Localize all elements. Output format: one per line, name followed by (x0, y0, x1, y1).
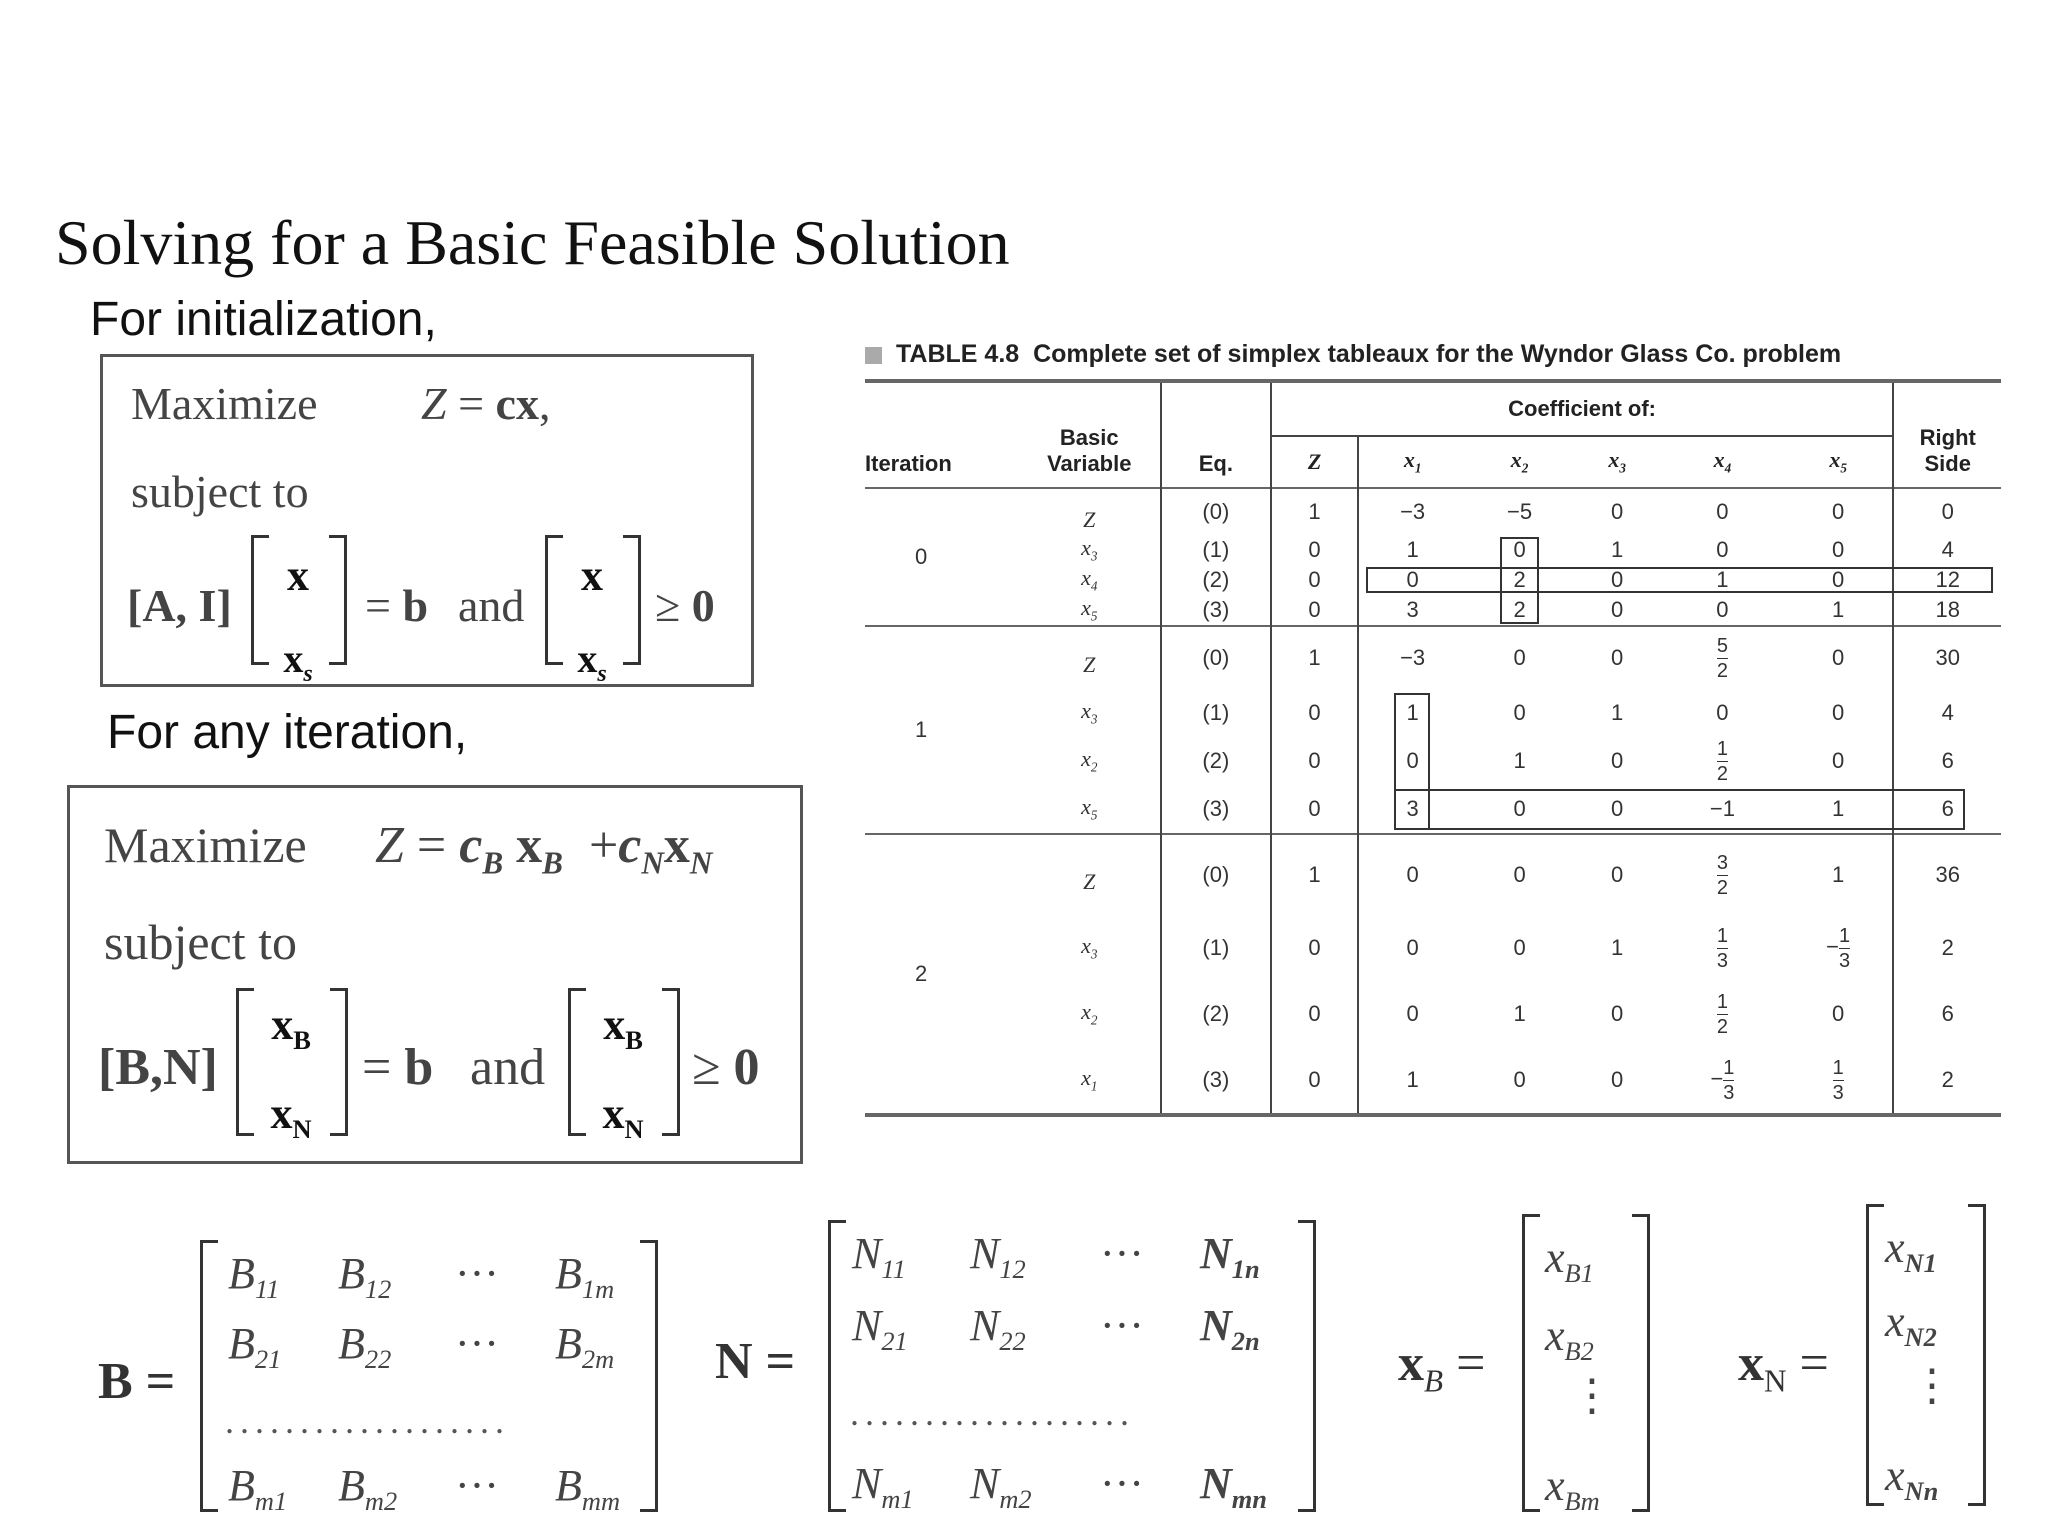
fraction (1716, 990, 1728, 1038)
simplex-table (865, 379, 2001, 1119)
coef-cell: 0 (1466, 626, 1573, 689)
coef-cell: 1 (1832, 597, 1845, 622)
iter-equals-b: = b (362, 1039, 434, 1096)
denominator: 3 (1716, 949, 1728, 972)
matrix-b-cell: $B_{m2}$ (338, 1461, 398, 1516)
header-col-x5 (1784, 436, 1894, 488)
ellipsis: ··· (1100, 1229, 1144, 1278)
matrix-n-cell: $N_{12}$ (970, 1229, 1026, 1284)
header-coefficient-of: Coefficient of: (1271, 381, 1894, 436)
vector-xb-cell: $x_{B1}$ (1545, 1233, 1594, 1288)
coef-cell (1661, 1047, 1784, 1115)
init-subject-to: subject to (131, 466, 309, 517)
basic-variable-cell (1019, 626, 1162, 689)
header-col-x3 (1573, 436, 1661, 488)
coef-cell: 1 (1358, 1047, 1465, 1115)
numerator: 1 (1832, 1056, 1844, 1079)
coef-cell (1784, 915, 1894, 981)
coef-cell: 0 (1611, 1067, 1624, 1092)
matrix-b-label: B = (98, 1353, 176, 1410)
vec-xb-xn: $x_B$ $x_N$ (602, 1000, 644, 1144)
matrix-b-cell: $B_{mm}$ (555, 1461, 621, 1516)
coef-cell: 3 (1358, 595, 1465, 626)
coef-cell: 0 (1832, 567, 1845, 592)
vector-xn-cell: $x_{Nn}$ (1885, 1451, 1939, 1506)
coef-cell: 0 (1611, 748, 1624, 773)
coef-cell: 0 (1611, 597, 1624, 622)
coef-cell (1661, 737, 1784, 785)
coef-cell: 0 (1358, 915, 1465, 981)
basic-variable-cell (1019, 595, 1162, 626)
vector-xb-cell: $x_{Bm}$ (1545, 1461, 1600, 1516)
rhs-cell: 0 (1893, 488, 2001, 535)
matrix-n-cell: $N_{m1}$ (852, 1459, 914, 1514)
coef-cell: −3 (1358, 626, 1465, 689)
vertical-ellipsis: ⋮ (1570, 1371, 1614, 1420)
coef-cell: 0 (1358, 981, 1465, 1047)
fraction-body (1723, 1058, 1734, 1103)
fraction-body (1717, 853, 1728, 898)
iter-lhs-matrix: [B,N] (98, 1039, 218, 1096)
variable-name: $x_1$ (1081, 1065, 1098, 1094)
coef-cell: 0 (1271, 535, 1359, 565)
table-row (865, 737, 2001, 785)
right-bracket (640, 1240, 658, 1512)
coef-cell: −3 (1358, 488, 1465, 535)
right-bracket (623, 535, 641, 665)
init-label: For initialization, (90, 293, 437, 346)
fraction (1832, 1056, 1844, 1104)
coef-cell (1661, 915, 1784, 981)
basic-variable-cell (1019, 1047, 1162, 1115)
variable-name: $x_5$ (1829, 447, 1847, 476)
coef-cell: 0 (1271, 1047, 1359, 1115)
variable-name: Z (1083, 507, 1096, 532)
rhs-cell: 6 (1893, 737, 2001, 785)
vector-xb-label: $x_B$ = (1398, 1335, 1486, 1399)
fraction-body (1839, 926, 1850, 971)
coef-cell: 1 (1271, 626, 1359, 689)
iteration-number: 0 (865, 488, 1019, 626)
coef-cell: 1 (1832, 796, 1845, 821)
variable-name: $x_3$ (1081, 698, 1098, 727)
init-maximize: Maximize (131, 378, 318, 429)
variable-name: $x_2$ (1510, 447, 1529, 476)
coef-cell (1661, 626, 1784, 689)
coef-cell: 0 (1271, 915, 1359, 981)
variable-name: $x_2$ (1081, 999, 1098, 1028)
variable-name: Z (1307, 449, 1322, 474)
right-bracket (329, 535, 347, 665)
matrix-b-dots: ................... (225, 1401, 510, 1441)
numerator: 1 (1716, 737, 1728, 760)
coef-cell: 3 (1358, 785, 1465, 834)
coef-cell: 1 (1271, 834, 1359, 915)
header-col-x2 (1466, 436, 1573, 488)
matrix-n-label: N = (715, 1333, 796, 1390)
fraction (1716, 634, 1728, 682)
basic-variable-cell (1019, 565, 1162, 595)
vec-x: x $x_s$ (283, 551, 313, 687)
coef-cell: 0 (1358, 737, 1465, 785)
matrix-b-cell: $B_{21}$ (228, 1319, 282, 1374)
fraction-sign: − (1826, 933, 1840, 959)
matrix-n-cell: $N_{22}$ (970, 1301, 1026, 1356)
fraction (1710, 1056, 1735, 1104)
vec-x: x $x_s$ (577, 551, 607, 687)
rhs-cell: 30 (1893, 626, 2001, 689)
numerator: 3 (1716, 851, 1728, 874)
coef-cell: 1 (1358, 689, 1465, 737)
coef-cell: 1 (1611, 700, 1624, 725)
init-formulation-box (100, 354, 754, 687)
coef-cell: 0 (1513, 796, 1526, 821)
coef-cell (1661, 981, 1784, 1047)
pivot-row-box (1394, 789, 1965, 830)
coef-cell: 0 (1358, 565, 1465, 595)
coef-cell: 1 (1611, 537, 1624, 562)
matrix-b-cell: $B_{12}$ (338, 1249, 392, 1304)
coef-cell: 0 (1784, 488, 1894, 535)
fraction (1826, 924, 1851, 972)
matrix-n-cell: $N_{1n}$ (1200, 1229, 1260, 1284)
rhs-cell: 6 (1893, 981, 2001, 1047)
matrix-b-cell: $B_{11}$ (228, 1249, 280, 1304)
denominator: 2 (1716, 659, 1728, 682)
table-holder (865, 379, 2005, 1119)
coef-cell: 0 (1271, 565, 1359, 595)
ellipsis: ··· (455, 1319, 499, 1368)
iter-formulation-box (67, 785, 803, 1164)
eq-cell: (0) (1161, 626, 1271, 689)
matrix-n-cell: $N_{21}$ (852, 1301, 908, 1356)
vector-xn-cell: $x_{N2}$ (1885, 1297, 1937, 1352)
coef-cell: 0 (1716, 597, 1729, 622)
ellipsis: ··· (1100, 1301, 1144, 1350)
iteration-number: 1 (865, 626, 1019, 834)
iter-objective: $Z = c_B$ $x_B +c_Nx_N$ (375, 817, 713, 881)
fraction (1716, 851, 1728, 899)
init-and: and (458, 580, 525, 631)
denominator: 3 (1723, 1081, 1735, 1104)
coef-cell: −5 (1466, 488, 1573, 535)
vector-xn-label: $x_N$ = (1738, 1335, 1829, 1399)
eq-cell: (1) (1161, 915, 1271, 981)
iter-subject-to: subject to (104, 914, 298, 970)
coef-cell: 0 (1716, 537, 1729, 562)
init-geq-zero: ≥ 0 (655, 580, 715, 631)
matrix-b-cell: $B_{1m}$ (555, 1249, 615, 1304)
rhs-cell: 18 (1893, 595, 2001, 626)
header-col-x4 (1661, 436, 1784, 488)
coef-cell: 0 (1466, 834, 1573, 915)
variable-name: $x_3$ (1608, 447, 1626, 476)
coef-cell: 0 (1513, 1067, 1526, 1092)
basic-variable-cell (1019, 737, 1162, 785)
numerator: 1 (1839, 924, 1851, 947)
table-row (865, 595, 2001, 626)
variable-name: $x_2$ (1081, 746, 1098, 775)
vec-xb-xn: $x_B$ $x_N$ (270, 1000, 312, 1144)
fraction-body (1717, 636, 1728, 681)
right-bracket (662, 988, 680, 1136)
coef-cell: 0 (1358, 834, 1465, 915)
eq-cell: (1) (1161, 689, 1271, 737)
eq-cell: (2) (1161, 737, 1271, 785)
coef-cell: 1 (1271, 488, 1359, 535)
fraction-sign: − (1710, 1065, 1724, 1091)
basic-variable-cell (1019, 834, 1162, 915)
right-bracket (1968, 1204, 1986, 1506)
variable-name: Z (1083, 652, 1096, 677)
coef-cell: 0 (1573, 626, 1661, 689)
coef-cell: 2 (1513, 567, 1526, 592)
eq-cell: (1) (1161, 535, 1271, 565)
rhs-cell: 12 (1893, 565, 2001, 595)
coef-cell: 1 (1784, 834, 1894, 915)
basic-variable-cell (1019, 915, 1162, 981)
table-row (865, 981, 2001, 1047)
numerator: 1 (1716, 990, 1728, 1013)
eq-cell: (0) (1161, 834, 1271, 915)
right-bracket (1632, 1214, 1650, 1512)
coef-cell: 1 (1513, 1001, 1526, 1026)
variable-name: $x_5$ (1081, 595, 1098, 624)
basic-variable-cell (1019, 689, 1162, 737)
matrix-n-cell: $N_{11}$ (852, 1229, 906, 1284)
rhs-cell: 2 (1893, 1047, 2001, 1115)
table-row (865, 915, 2001, 981)
basic-variable-cell (1019, 535, 1162, 565)
coef-cell (1784, 1047, 1894, 1115)
coef-cell: 0 (1271, 785, 1359, 834)
basic-variable-cell (1019, 488, 1162, 535)
header-iteration: Iteration (865, 451, 952, 476)
variable-name: $x_3$ (1081, 535, 1098, 564)
coef-cell (1661, 834, 1784, 915)
matrix-n-dots: ................... (850, 1393, 1135, 1433)
iter-label: For any iteration, (107, 706, 468, 759)
variable-name: Z (1083, 869, 1096, 894)
vertical-ellipsis: ⋮ (1910, 1361, 1954, 1410)
coef-cell: 0 (1832, 748, 1845, 773)
init-objective: Z = cx, (421, 378, 551, 429)
matrix-b-cell: $B_{2m}$ (555, 1319, 615, 1374)
coef-cell: 0 (1271, 689, 1359, 737)
eq-cell: (2) (1161, 565, 1271, 595)
matrix-b-cell: $B_{22}$ (338, 1319, 392, 1374)
left-bracket (200, 1240, 218, 1512)
coef-cell: 0 (1611, 1001, 1624, 1026)
table-row (865, 1047, 2001, 1115)
coef-cell: 0 (1611, 796, 1624, 821)
right-bracket (1298, 1220, 1316, 1512)
vector-xn-cell: $x_{N1}$ (1885, 1223, 1937, 1278)
matrix-b-cell: $B_{m1}$ (228, 1461, 288, 1516)
fraction (1716, 737, 1728, 785)
table-row (865, 626, 2001, 689)
caption-tag: TABLE 4.8 (896, 340, 1020, 368)
coef-cell: 0 (1573, 834, 1661, 915)
numerator: 5 (1716, 634, 1728, 657)
denominator: 2 (1716, 876, 1728, 899)
left-bracket (1522, 1214, 1540, 1512)
iter-geq-zero: ≥ 0 (692, 1039, 760, 1096)
eq-cell: (0) (1161, 488, 1271, 535)
table-caption (865, 340, 2005, 369)
pivot-row-box (1366, 567, 1993, 593)
eq-cell: (3) (1161, 1047, 1271, 1115)
variable-name: $x_5$ (1081, 794, 1098, 823)
ellipsis: ··· (1100, 1459, 1144, 1508)
coef-cell: 1 (1513, 748, 1526, 773)
table-row (865, 689, 2001, 737)
numerator: 1 (1716, 924, 1728, 947)
coef-cell: 0 (1271, 737, 1359, 785)
table-row (865, 535, 2001, 565)
denominator: 3 (1832, 1081, 1844, 1104)
coef-cell: 2 (1513, 597, 1526, 622)
rhs-cell: 2 (1893, 915, 2001, 981)
init-lhs-matrix: [A, I] (127, 580, 232, 631)
left-bracket (1866, 1204, 1884, 1506)
eq-cell: (3) (1161, 785, 1271, 834)
basic-variable-cell (1019, 785, 1162, 834)
eq-cell: (2) (1161, 981, 1271, 1047)
coef-cell: 0 (1784, 626, 1894, 689)
denominator: 2 (1716, 762, 1728, 785)
left-bracket (828, 1220, 846, 1512)
iteration-number: 2 (865, 834, 1019, 1115)
rhs-cell: 4 (1893, 535, 2001, 565)
coef-cell: 0 (1513, 537, 1526, 562)
header-eq: Eq. (1161, 381, 1271, 488)
denominator: 3 (1839, 949, 1851, 972)
coef-cell: 0 (1271, 981, 1359, 1047)
rhs-cell: 36 (1893, 834, 2001, 915)
vector-xb-cell: $x_{B2}$ (1545, 1311, 1594, 1366)
header-col-z (1271, 436, 1359, 488)
fraction-body (1717, 926, 1728, 971)
rhs-cell: 4 (1893, 689, 2001, 737)
coef-cell: 0 (1661, 488, 1784, 535)
table-row (865, 488, 2001, 535)
coef-cell: 1 (1611, 935, 1624, 960)
fraction-body (1833, 1058, 1844, 1103)
matrix-n-cell: $N_{mn}$ (1200, 1459, 1267, 1514)
header-col-x1 (1358, 436, 1465, 488)
coef-cell: 0 (1611, 567, 1624, 592)
coef-cell: 0 (1513, 700, 1526, 725)
coef-cell: −1 (1709, 796, 1735, 821)
fraction-body (1717, 992, 1728, 1037)
iter-and: and (470, 1039, 546, 1096)
variable-name: $x_4$ (1713, 447, 1732, 476)
iter-maximize: Maximize (104, 817, 307, 873)
table-row (865, 834, 2001, 915)
ellipsis: ··· (455, 1461, 499, 1510)
denominator: 2 (1716, 1015, 1728, 1038)
matrix-n-cell: $N_{2n}$ (1200, 1301, 1260, 1356)
variable-name: $x_4$ (1081, 565, 1098, 594)
coef-cell: 0 (1271, 595, 1359, 626)
header-basic-variable: Basic Variable (1047, 425, 1132, 476)
fraction-body (1717, 739, 1728, 784)
rhs-cell: 6 (1893, 785, 2001, 834)
variable-name: $x_1$ (1403, 447, 1422, 476)
variable-name: $x_3$ (1081, 933, 1098, 962)
coef-cell: 0 (1573, 488, 1661, 535)
basic-variable-cell (1019, 981, 1162, 1047)
numerator: 1 (1723, 1056, 1735, 1079)
coef-cell: 1 (1716, 567, 1729, 592)
coef-cell: 1 (1358, 535, 1465, 565)
coef-cell: 0 (1832, 1001, 1845, 1026)
matrix-n-cell: $N_{m2}$ (970, 1459, 1032, 1514)
coef-cell: 0 (1832, 537, 1845, 562)
caption-text: Complete set of simplex tableaux for the Wyndor Glass Co. problem (1033, 340, 1842, 368)
simplex-table-block (865, 340, 2005, 1119)
right-bracket (330, 988, 348, 1136)
coef-cell: 0 (1716, 700, 1729, 725)
caption-square-icon (865, 347, 882, 364)
init-equals-b: = b (365, 580, 429, 631)
ellipsis: ··· (455, 1249, 499, 1298)
fraction (1716, 924, 1728, 972)
header-right-side: Right Side (1893, 381, 2001, 488)
coef-cell: 0 (1832, 700, 1845, 725)
eq-cell: (3) (1161, 595, 1271, 626)
coef-cell: 0 (1513, 935, 1526, 960)
page-title: Solving for a Basic Feasible Solution (55, 207, 1010, 278)
